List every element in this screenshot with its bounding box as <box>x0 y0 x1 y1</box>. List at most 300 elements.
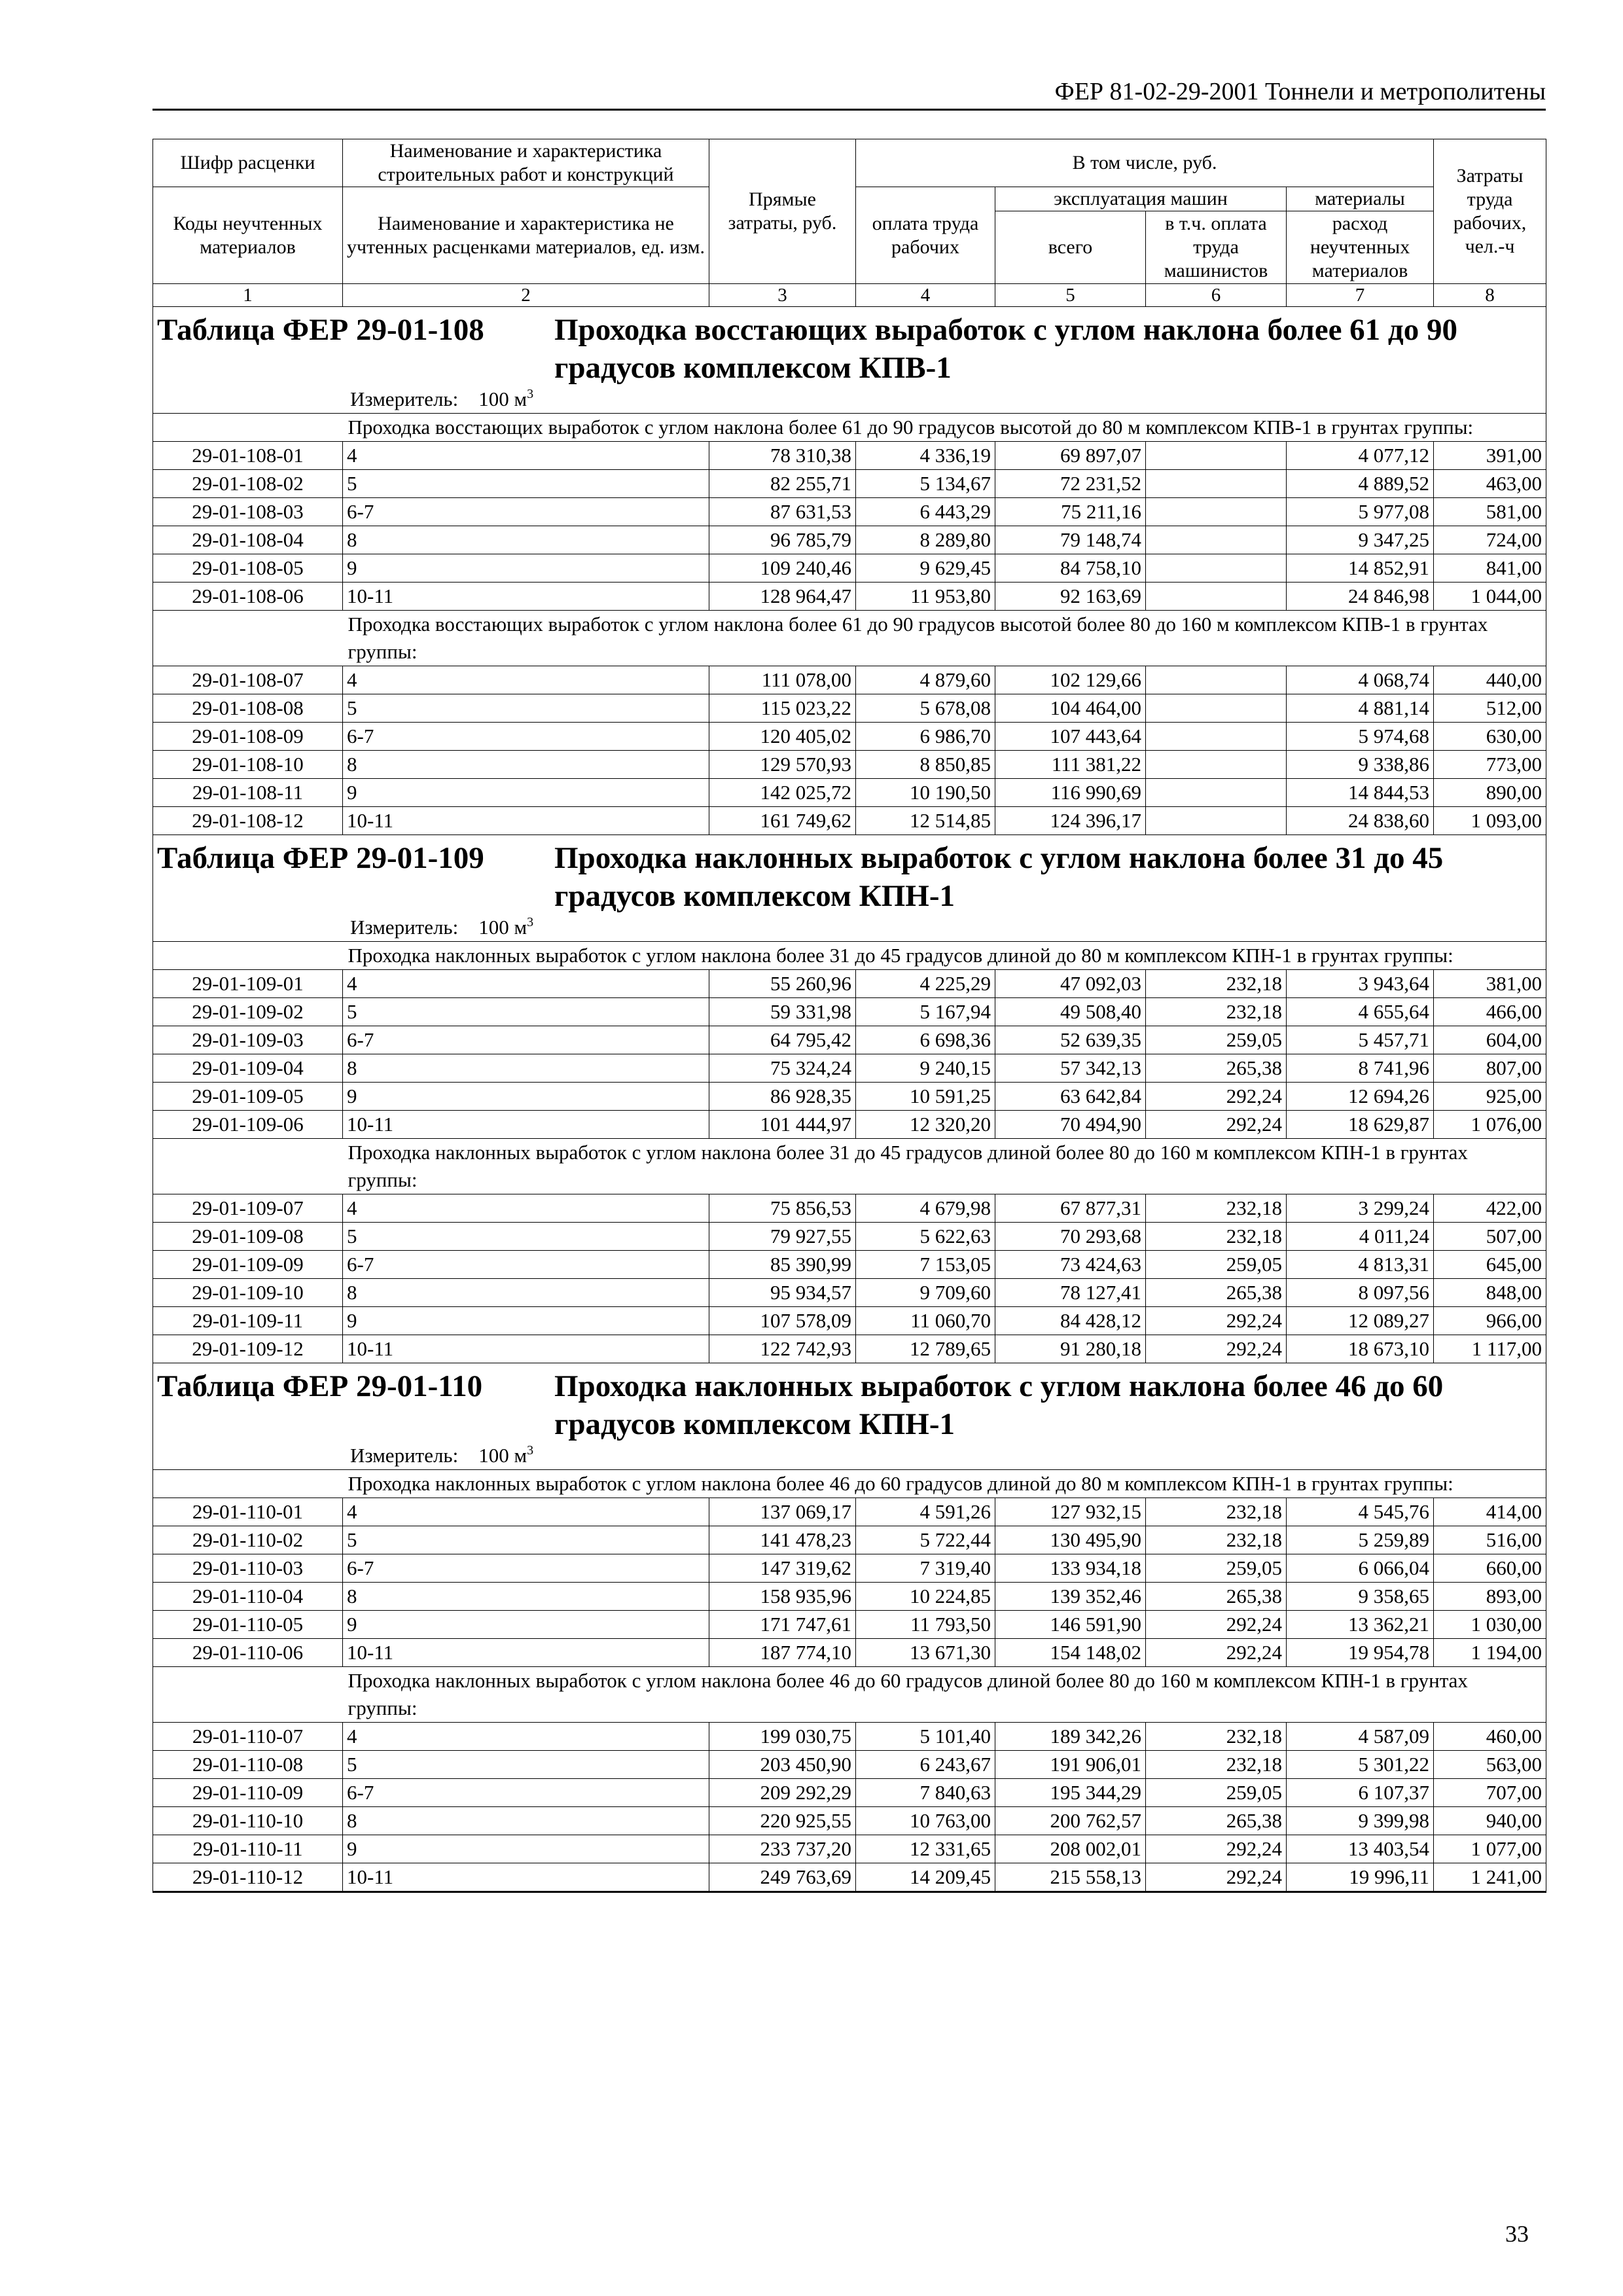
table-id: Таблица ФЕР 29-01-109 <box>157 841 484 875</box>
worker-pay-cell: 12 514,85 <box>856 807 995 835</box>
direct-costs-cell: 209 292,29 <box>709 1779 856 1807</box>
table-row <box>153 1611 1546 1639</box>
measure-label: Измеритель: <box>350 1444 459 1467</box>
machinist-pay-cell: 232,18 <box>1146 1194 1287 1223</box>
table-title <box>157 1367 1542 1443</box>
table-header <box>153 139 1546 307</box>
machines-total-cell: 92 163,69 <box>995 583 1146 611</box>
rate-code-cell: 29-01-109-03 <box>153 1026 343 1054</box>
table-row <box>153 1223 1546 1251</box>
machines-total-cell: 133 934,18 <box>995 1554 1146 1583</box>
table-row <box>153 751 1546 779</box>
section-empty-cell <box>153 611 343 666</box>
rate-code-cell: 29-01-109-09 <box>153 1251 343 1279</box>
machinist-pay-cell <box>1146 470 1287 498</box>
table-row <box>153 1279 1546 1307</box>
machinist-pay-cell: 259,05 <box>1146 1251 1287 1279</box>
machines-total-cell: 195 344,29 <box>995 1779 1146 1807</box>
table-row <box>153 1083 1546 1111</box>
table-row <box>153 1251 1546 1279</box>
table-title <box>157 311 1542 387</box>
column-number: 2 <box>343 284 709 307</box>
machines-total-cell: 63 642,84 <box>995 1083 1146 1111</box>
rate-code-cell: 29-01-109-10 <box>153 1279 343 1307</box>
section-description: Проходка наклонных выработок с углом наклона более 46 до 60 градусов длиной более 80 до 160 м комплексом КПН-1 в грунтах группы: <box>343 1667 1546 1723</box>
machines-total-cell: 47 092,03 <box>995 970 1146 998</box>
rate-code-cell: 29-01-110-12 <box>153 1863 343 1892</box>
worker-pay-cell: 12 320,20 <box>856 1111 995 1139</box>
table-row <box>153 470 1546 498</box>
machinist-pay-cell: 292,24 <box>1146 1639 1287 1667</box>
soil-group-cell: 10-11 <box>343 1111 709 1139</box>
machinist-pay-cell <box>1146 498 1287 526</box>
soil-group-cell: 10-11 <box>343 1335 709 1363</box>
machines-total-cell: 200 762,57 <box>995 1807 1146 1835</box>
worker-pay-cell: 6 243,67 <box>856 1751 995 1779</box>
direct-costs-cell: 171 747,61 <box>709 1611 856 1639</box>
table-title-cell <box>153 307 1546 414</box>
table-row <box>153 1751 1546 1779</box>
direct-costs-cell: 142 025,72 <box>709 779 856 807</box>
labor-hours-cell: 660,00 <box>1434 1554 1546 1583</box>
direct-costs-cell: 96 785,79 <box>709 526 856 554</box>
soil-group-cell: 5 <box>343 998 709 1026</box>
column-number: 4 <box>856 284 995 307</box>
labor-hours-cell: 604,00 <box>1434 1026 1546 1054</box>
machinist-pay-cell: 232,18 <box>1146 1223 1287 1251</box>
header-rate-code: Шифр расценки <box>153 139 343 187</box>
machines-total-cell: 69 897,07 <box>995 442 1146 470</box>
machinist-pay-cell: 292,24 <box>1146 1863 1287 1892</box>
machines-total-cell: 91 280,18 <box>995 1335 1146 1363</box>
rate-code-cell: 29-01-110-10 <box>153 1807 343 1835</box>
rate-code-cell: 29-01-108-07 <box>153 666 343 694</box>
measure-unit <box>157 915 1542 941</box>
materials-cost-cell: 5 977,08 <box>1287 498 1434 526</box>
soil-group-cell: 4 <box>343 970 709 998</box>
machinist-pay-cell <box>1146 666 1287 694</box>
worker-pay-cell: 14 209,45 <box>856 1863 995 1892</box>
section-description: Проходка наклонных выработок с углом наклона более 31 до 45 градусов длиной более 80 до 160 м комплексом КПН-1 в грунтах группы: <box>343 1139 1546 1194</box>
labor-hours-cell: 841,00 <box>1434 554 1546 583</box>
direct-costs-cell: 107 578,09 <box>709 1307 856 1335</box>
materials-cost-cell: 5 301,22 <box>1287 1751 1434 1779</box>
section-empty-cell <box>153 942 343 970</box>
machines-total-cell: 102 129,66 <box>995 666 1146 694</box>
machinist-pay-cell <box>1146 526 1287 554</box>
machines-total-cell: 70 494,90 <box>995 1111 1146 1139</box>
labor-hours-cell: 848,00 <box>1434 1279 1546 1307</box>
header-materials: материалы <box>1287 187 1434 211</box>
header-direct-costs: Прямые затраты, руб. <box>709 139 856 284</box>
soil-group-cell: 8 <box>343 1807 709 1835</box>
materials-cost-cell: 4 077,12 <box>1287 442 1434 470</box>
section-header-row <box>153 414 1546 442</box>
machines-total-cell: 154 148,02 <box>995 1639 1146 1667</box>
machinist-pay-cell: 265,38 <box>1146 1054 1287 1083</box>
direct-costs-cell: 120 405,02 <box>709 723 856 751</box>
materials-cost-cell: 9 399,98 <box>1287 1807 1434 1835</box>
rate-code-cell: 29-01-108-01 <box>153 442 343 470</box>
worker-pay-cell: 5 722,44 <box>856 1526 995 1554</box>
direct-costs-cell: 95 934,57 <box>709 1279 856 1307</box>
labor-hours-cell: 414,00 <box>1434 1498 1546 1526</box>
materials-cost-cell: 8 097,56 <box>1287 1279 1434 1307</box>
machinist-pay-cell: 259,05 <box>1146 1026 1287 1054</box>
materials-cost-cell: 5 457,71 <box>1287 1026 1434 1054</box>
materials-cost-cell: 8 741,96 <box>1287 1054 1434 1083</box>
materials-cost-cell: 12 694,26 <box>1287 1083 1434 1111</box>
table-row <box>153 1498 1546 1526</box>
direct-costs-cell: 233 737,20 <box>709 1835 856 1863</box>
direct-costs-cell: 111 078,00 <box>709 666 856 694</box>
section-header-row <box>153 942 1546 970</box>
table-row <box>153 1807 1546 1835</box>
materials-cost-cell: 4 011,24 <box>1287 1223 1434 1251</box>
machinist-pay-cell: 292,24 <box>1146 1335 1287 1363</box>
table-title-cell <box>153 1363 1546 1470</box>
table-row <box>153 1779 1546 1807</box>
machinist-pay-cell <box>1146 583 1287 611</box>
worker-pay-cell: 5 167,94 <box>856 998 995 1026</box>
labor-hours-cell: 391,00 <box>1434 442 1546 470</box>
soil-group-cell: 4 <box>343 442 709 470</box>
table-row <box>153 526 1546 554</box>
worker-pay-cell: 5 622,63 <box>856 1223 995 1251</box>
rates-table <box>152 139 1546 1893</box>
section-description: Проходка наклонных выработок с углом наклона более 31 до 45 градусов длиной до 80 м комплексом КПН-1 в грунтах группы: <box>343 942 1546 970</box>
machines-total-cell: 130 495,90 <box>995 1526 1146 1554</box>
soil-group-cell: 10-11 <box>343 1863 709 1892</box>
direct-costs-cell: 249 763,69 <box>709 1863 856 1892</box>
table-row <box>153 1526 1546 1554</box>
measure-exponent: 3 <box>527 915 534 929</box>
direct-costs-cell: 128 964,47 <box>709 583 856 611</box>
table-row <box>153 498 1546 526</box>
materials-cost-cell: 3 943,64 <box>1287 970 1434 998</box>
table-row <box>153 1639 1546 1667</box>
machines-total-cell: 107 443,64 <box>995 723 1146 751</box>
rate-code-cell: 29-01-110-11 <box>153 1835 343 1863</box>
materials-cost-cell: 19 996,11 <box>1287 1863 1434 1892</box>
labor-hours-cell: 893,00 <box>1434 1583 1546 1611</box>
section-empty-cell <box>153 414 343 442</box>
direct-costs-cell: 122 742,93 <box>709 1335 856 1363</box>
worker-pay-cell: 4 225,29 <box>856 970 995 998</box>
labor-hours-cell: 1 241,00 <box>1434 1863 1546 1892</box>
soil-group-cell: 5 <box>343 470 709 498</box>
worker-pay-cell: 4 879,60 <box>856 666 995 694</box>
materials-cost-cell: 4 068,74 <box>1287 666 1434 694</box>
machines-total-cell: 72 231,52 <box>995 470 1146 498</box>
column-number: 6 <box>1146 284 1287 307</box>
worker-pay-cell: 11 793,50 <box>856 1611 995 1639</box>
direct-costs-cell: 147 319,62 <box>709 1554 856 1583</box>
machinist-pay-cell: 265,38 <box>1146 1279 1287 1307</box>
soil-group-cell: 9 <box>343 1611 709 1639</box>
labor-hours-cell: 940,00 <box>1434 1807 1546 1835</box>
machines-total-cell: 73 424,63 <box>995 1251 1146 1279</box>
header-work-name: Наименование и характеристика строительных работ и конструкций <box>343 139 709 187</box>
rate-code-cell: 29-01-110-03 <box>153 1554 343 1583</box>
header-worker-pay: оплата труда рабочих <box>856 187 995 284</box>
machines-total-cell: 104 464,00 <box>995 694 1146 723</box>
soil-group-cell: 8 <box>343 526 709 554</box>
column-numbers-row <box>153 284 1546 307</box>
materials-cost-cell: 4 881,14 <box>1287 694 1434 723</box>
rate-code-cell: 29-01-109-01 <box>153 970 343 998</box>
direct-costs-cell: 187 774,10 <box>709 1639 856 1667</box>
machinist-pay-cell <box>1146 751 1287 779</box>
rate-code-cell: 29-01-110-09 <box>153 1779 343 1807</box>
machines-total-cell: 79 148,74 <box>995 526 1146 554</box>
labor-hours-cell: 724,00 <box>1434 526 1546 554</box>
rate-code-cell: 29-01-110-08 <box>153 1751 343 1779</box>
worker-pay-cell: 9 629,45 <box>856 554 995 583</box>
section-empty-cell <box>153 1139 343 1194</box>
machines-total-cell: 52 639,35 <box>995 1026 1146 1054</box>
direct-costs-cell: 137 069,17 <box>709 1498 856 1526</box>
soil-group-cell: 6-7 <box>343 1251 709 1279</box>
table-row <box>153 554 1546 583</box>
materials-cost-cell: 9 358,65 <box>1287 1583 1434 1611</box>
labor-hours-cell: 581,00 <box>1434 498 1546 526</box>
worker-pay-cell: 10 224,85 <box>856 1583 995 1611</box>
labor-hours-cell: 890,00 <box>1434 779 1546 807</box>
header-machines-total: всего <box>995 211 1146 284</box>
labor-hours-cell: 630,00 <box>1434 723 1546 751</box>
worker-pay-cell: 9 709,60 <box>856 1279 995 1307</box>
labor-hours-cell: 381,00 <box>1434 970 1546 998</box>
labor-hours-cell: 512,00 <box>1434 694 1546 723</box>
header-labor-hours: Затраты труда рабочих, чел.-ч <box>1434 139 1546 284</box>
column-number: 8 <box>1434 284 1546 307</box>
labor-hours-cell: 463,00 <box>1434 470 1546 498</box>
soil-group-cell: 4 <box>343 1194 709 1223</box>
labor-hours-cell: 516,00 <box>1434 1526 1546 1554</box>
labor-hours-cell: 925,00 <box>1434 1083 1546 1111</box>
direct-costs-cell: 64 795,42 <box>709 1026 856 1054</box>
direct-costs-cell: 82 255,71 <box>709 470 856 498</box>
table-id: Таблица ФЕР 29-01-108 <box>157 313 484 347</box>
machines-total-cell: 111 381,22 <box>995 751 1146 779</box>
direct-costs-cell: 75 856,53 <box>709 1194 856 1223</box>
table-row <box>153 998 1546 1026</box>
labor-hours-cell: 1 044,00 <box>1434 583 1546 611</box>
machinist-pay-cell: 232,18 <box>1146 998 1287 1026</box>
table-name: Проходка наклонных выработок с углом наклона более 31 до 45 градусов комплексом КПН-1 <box>554 841 1444 913</box>
machines-total-cell: 208 002,01 <box>995 1835 1146 1863</box>
table-row <box>153 583 1546 611</box>
worker-pay-cell: 4 591,26 <box>856 1498 995 1526</box>
soil-group-cell: 4 <box>343 1723 709 1751</box>
column-number: 1 <box>153 284 343 307</box>
running-head: ФЕР 81-02-29-2001 Тоннели и метрополитены <box>1054 78 1546 105</box>
measure-exponent: 3 <box>527 387 534 401</box>
table-title-cell <box>153 835 1546 942</box>
table-name: Проходка наклонных выработок с углом наклона более 46 до 60 градусов комплексом КПН-1 <box>554 1369 1444 1441</box>
table-row <box>153 1194 1546 1223</box>
machines-total-cell: 78 127,41 <box>995 1279 1146 1307</box>
section-description: Проходка восстающих выработок с углом наклона более 61 до 90 градусов высотой более 80 до 160 м комплексом КПВ-1 в грунтах группы: <box>343 611 1546 666</box>
rate-code-cell: 29-01-109-11 <box>153 1307 343 1335</box>
worker-pay-cell: 10 591,25 <box>856 1083 995 1111</box>
column-number: 5 <box>995 284 1146 307</box>
rate-code-cell: 29-01-110-04 <box>153 1583 343 1611</box>
machinist-pay-cell <box>1146 554 1287 583</box>
rate-code-cell: 29-01-110-07 <box>153 1723 343 1751</box>
section-header-row <box>153 611 1546 666</box>
machines-total-cell: 116 990,69 <box>995 779 1146 807</box>
direct-costs-cell: 86 928,35 <box>709 1083 856 1111</box>
section-description: Проходка восстающих выработок с углом наклона более 61 до 90 градусов высотой до 80 м комплексом КПВ-1 в грунтах группы: <box>343 414 1546 442</box>
worker-pay-cell: 12 789,65 <box>856 1335 995 1363</box>
materials-cost-cell: 5 259,89 <box>1287 1526 1434 1554</box>
section-header-row <box>153 1470 1546 1498</box>
table-row <box>153 1723 1546 1751</box>
machinist-pay-cell: 259,05 <box>1146 1554 1287 1583</box>
table-row <box>153 442 1546 470</box>
direct-costs-cell: 55 260,96 <box>709 970 856 998</box>
materials-cost-cell: 4 889,52 <box>1287 470 1434 498</box>
table-row <box>153 723 1546 751</box>
header-unaccounted-materials: расход неучтенных материалов <box>1287 211 1434 284</box>
labor-hours-cell: 807,00 <box>1434 1054 1546 1083</box>
machinist-pay-cell <box>1146 723 1287 751</box>
direct-costs-cell: 203 450,90 <box>709 1751 856 1779</box>
labor-hours-cell: 1 093,00 <box>1434 807 1546 835</box>
soil-group-cell: 6-7 <box>343 723 709 751</box>
labor-hours-cell: 1 077,00 <box>1434 1835 1546 1863</box>
header-including: В том числе, руб. <box>856 139 1434 187</box>
table-row <box>153 1111 1546 1139</box>
rate-code-cell: 29-01-108-05 <box>153 554 343 583</box>
soil-group-cell: 8 <box>343 751 709 779</box>
soil-group-cell: 6-7 <box>343 1779 709 1807</box>
machinist-pay-cell <box>1146 442 1287 470</box>
labor-hours-cell: 645,00 <box>1434 1251 1546 1279</box>
machines-total-cell: 127 932,15 <box>995 1498 1146 1526</box>
materials-cost-cell: 9 347,25 <box>1287 526 1434 554</box>
rate-code-cell: 29-01-108-06 <box>153 583 343 611</box>
table-id: Таблица ФЕР 29-01-110 <box>157 1369 483 1403</box>
materials-cost-cell: 18 673,10 <box>1287 1335 1434 1363</box>
direct-costs-cell: 129 570,93 <box>709 751 856 779</box>
machinist-pay-cell: 265,38 <box>1146 1583 1287 1611</box>
soil-group-cell: 5 <box>343 1751 709 1779</box>
soil-group-cell: 8 <box>343 1279 709 1307</box>
table-row <box>153 1026 1546 1054</box>
labor-hours-cell: 507,00 <box>1434 1223 1546 1251</box>
table-title-row <box>153 1363 1546 1470</box>
table-row <box>153 1835 1546 1863</box>
materials-cost-cell: 19 954,78 <box>1287 1639 1434 1667</box>
worker-pay-cell: 7 319,40 <box>856 1554 995 1583</box>
table-title-row <box>153 835 1546 942</box>
machines-total-cell: 191 906,01 <box>995 1751 1146 1779</box>
materials-cost-cell: 24 838,60 <box>1287 807 1434 835</box>
materials-cost-cell: 24 846,98 <box>1287 583 1434 611</box>
direct-costs-cell: 115 023,22 <box>709 694 856 723</box>
labor-hours-cell: 1 117,00 <box>1434 1335 1546 1363</box>
direct-costs-cell: 85 390,99 <box>709 1251 856 1279</box>
rate-code-cell: 29-01-109-08 <box>153 1223 343 1251</box>
machines-total-cell: 189 342,26 <box>995 1723 1146 1751</box>
section-empty-cell <box>153 1470 343 1498</box>
machinist-pay-cell: 232,18 <box>1146 970 1287 998</box>
soil-group-cell: 8 <box>343 1054 709 1083</box>
worker-pay-cell: 5 678,08 <box>856 694 995 723</box>
labor-hours-cell: 563,00 <box>1434 1751 1546 1779</box>
table-title-row <box>153 307 1546 414</box>
table-row <box>153 1554 1546 1583</box>
direct-costs-cell: 220 925,55 <box>709 1807 856 1835</box>
page-number: 33 <box>1505 2221 1529 2247</box>
rate-code-cell: 29-01-108-08 <box>153 694 343 723</box>
labor-hours-cell: 773,00 <box>1434 751 1546 779</box>
table-title <box>157 839 1542 915</box>
table-row <box>153 779 1546 807</box>
materials-cost-cell: 9 338,86 <box>1287 751 1434 779</box>
soil-group-cell: 6-7 <box>343 1554 709 1583</box>
machinist-pay-cell: 232,18 <box>1146 1498 1287 1526</box>
materials-cost-cell: 3 299,24 <box>1287 1194 1434 1223</box>
materials-cost-cell: 18 629,87 <box>1287 1111 1434 1139</box>
worker-pay-cell: 6 986,70 <box>856 723 995 751</box>
soil-group-cell: 5 <box>343 1223 709 1251</box>
soil-group-cell: 9 <box>343 1083 709 1111</box>
machinist-pay-cell <box>1146 694 1287 723</box>
machines-total-cell: 124 396,17 <box>995 807 1146 835</box>
measure-value: 100 м <box>478 1444 527 1467</box>
direct-costs-cell: 109 240,46 <box>709 554 856 583</box>
table-row <box>153 1054 1546 1083</box>
rate-code-cell: 29-01-109-04 <box>153 1054 343 1083</box>
rate-code-cell: 29-01-108-02 <box>153 470 343 498</box>
table-row <box>153 1863 1546 1892</box>
rate-code-cell: 29-01-110-05 <box>153 1611 343 1639</box>
soil-group-cell: 9 <box>343 1307 709 1335</box>
table-name: Проходка восстающих выработок с углом наклона более 61 до 90 градусов комплексом КПВ-1 <box>554 313 1457 385</box>
soil-group-cell: 10-11 <box>343 807 709 835</box>
column-number: 3 <box>709 284 856 307</box>
machinist-pay-cell: 232,18 <box>1146 1723 1287 1751</box>
direct-costs-cell: 141 478,23 <box>709 1526 856 1554</box>
measure-unit <box>157 387 1542 413</box>
rate-code-cell: 29-01-108-11 <box>153 779 343 807</box>
section-description: Проходка наклонных выработок с углом наклона более 46 до 60 градусов длиной до 80 м комплексом КПН-1 в грунтах группы: <box>343 1470 1546 1498</box>
worker-pay-cell: 6 443,29 <box>856 498 995 526</box>
rate-code-cell: 29-01-109-12 <box>153 1335 343 1363</box>
materials-cost-cell: 13 403,54 <box>1287 1835 1434 1863</box>
machines-total-cell: 84 758,10 <box>995 554 1146 583</box>
table-row <box>153 1583 1546 1611</box>
soil-group-cell: 4 <box>343 1498 709 1526</box>
rate-code-cell: 29-01-110-01 <box>153 1498 343 1526</box>
worker-pay-cell: 13 671,30 <box>856 1639 995 1667</box>
direct-costs-cell: 161 749,62 <box>709 807 856 835</box>
soil-group-cell: 5 <box>343 694 709 723</box>
rate-code-cell: 29-01-108-10 <box>153 751 343 779</box>
rate-code-cell: 29-01-108-04 <box>153 526 343 554</box>
measure-unit <box>157 1443 1542 1469</box>
measure-value: 100 м <box>478 387 527 410</box>
header-machines: эксплуатация машин <box>995 187 1287 211</box>
section-header-row <box>153 1139 1546 1194</box>
machines-total-cell: 57 342,13 <box>995 1054 1146 1083</box>
machinist-pay-cell: 232,18 <box>1146 1751 1287 1779</box>
soil-group-cell: 10-11 <box>343 1639 709 1667</box>
